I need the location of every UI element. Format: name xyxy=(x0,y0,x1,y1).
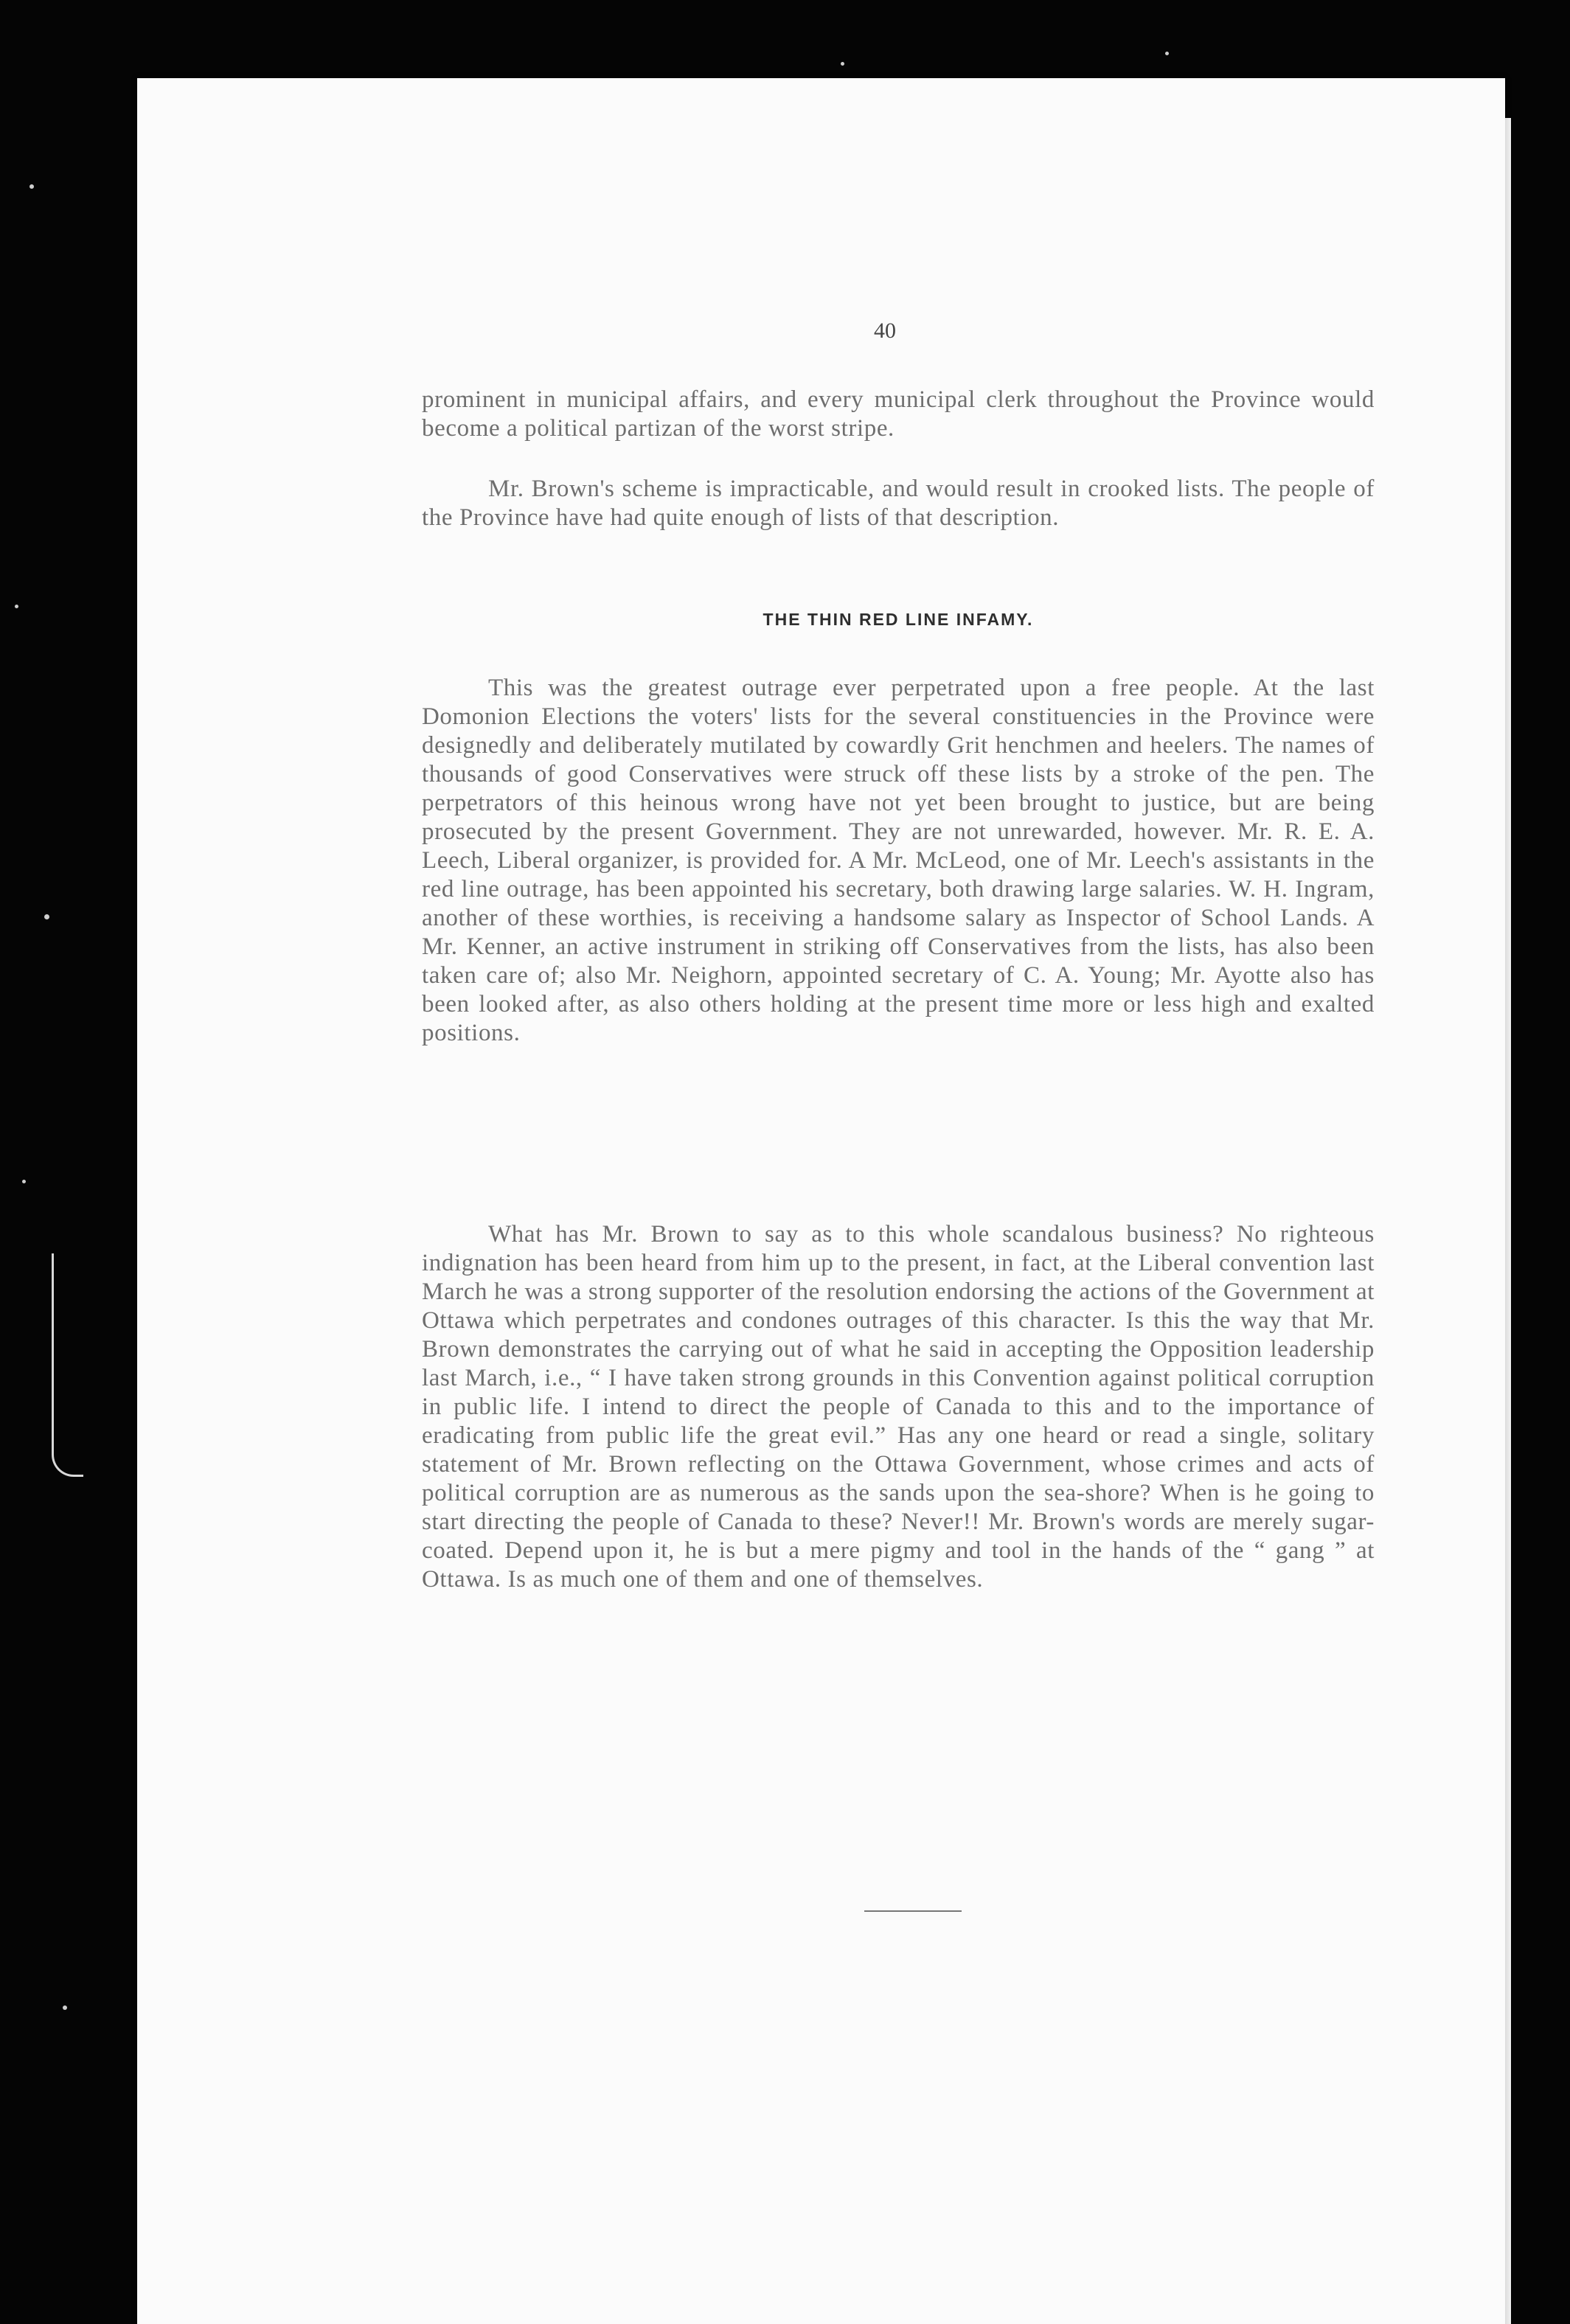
scan-speck xyxy=(22,1180,26,1183)
scan-speck xyxy=(63,2005,67,2010)
paragraph-text: Mr. Brown's scheme is impracticable, and would result in crooked lists. The people of the Province have had quite enough of lists of that description. xyxy=(422,476,1375,531)
scan-speck xyxy=(44,914,49,919)
scan-speck xyxy=(841,62,844,66)
paragraph-text: What has Mr. Brown to say as to this whole scandalous business? No righteous indignation has been heard from him up to the present, in fact, at the Liberal convention last March he was a strong supporter of the resolution endorsing the actions of the Government at Ottawa which perpetrates and condones outrages of this character. Is this the way that Mr. Brown demonstrates the carrying out of what he said in accepting the Opposition leadership last March, i.e., “ I have taken strong grounds in this Convention against political corruption in public life. I intend to direct the people of Canada to this and to the importance of eradicating from public life the great evil.” Has any one heard or read a single, solitary statement of Mr. Brown reflecting on the Ottawa Government, whose crimes and acts of political corruption are as numerous as the sands upon the sea-shore? When is he going to start directing the people of Canada to these? Never!! Mr. Brown's words are merely sugar-coated. Depend upon it, he is but a mere pigmy and tool in the hands of the “ gang ” at Ottawa. Is as much one of them and one of themselves. xyxy=(422,1221,1375,1593)
paragraph-scheme xyxy=(422,475,1375,532)
page-number: 40 xyxy=(874,319,896,343)
paragraph-brown xyxy=(422,1220,1375,1594)
scan-speck xyxy=(1165,52,1169,55)
page-edge xyxy=(1505,118,1511,2324)
paragraph-municipal xyxy=(422,386,1375,443)
section-heading: THE THIN RED LINE INFAMY. xyxy=(763,610,1034,629)
scan-speck xyxy=(15,605,18,608)
scan-speck xyxy=(29,184,34,189)
paragraph-outrage xyxy=(422,674,1375,1048)
scan-scratch xyxy=(52,1253,83,1477)
paragraph-text: This was the greatest outrage ever perpetrated upon a free people. At the last Domonion Elections the voters' lists for the several constituencies in the Province were designedly and deliberately mutilated by cowardly Grit henchmen and heelers. The names of thousands of good Conservatives were struck off these lists by a stroke of the pen. The perpetrators of this heinous wrong have not yet been brought to justice, but are being prosecuted by the present Government. They are not unrewarded, however. Mr. R. E. A. Leech, Liberal organizer, is provided for. A Mr. McLeod, one of Mr. Leech's assistants in the red line outrage, has been appointed his secretary, both drawing large salaries. W. H. Ingram, another of these worthies, is receiving a handsome salary as Inspector of School Lands. A Mr. Kenner, an active instrument in striking off Conservatives from the lists, has also been taken care of; also Mr. Neighorn, appointed secretary of C. A. Young; Mr. Ayotte also has been looked after, as also others holding at the present time more or less high and exalted positions. xyxy=(422,675,1375,1046)
paragraph-text: prominent in municipal affairs, and every municipal clerk throughout the Province would become a political partizan of the worst stripe. xyxy=(422,386,1375,442)
end-rule xyxy=(864,1910,962,1912)
